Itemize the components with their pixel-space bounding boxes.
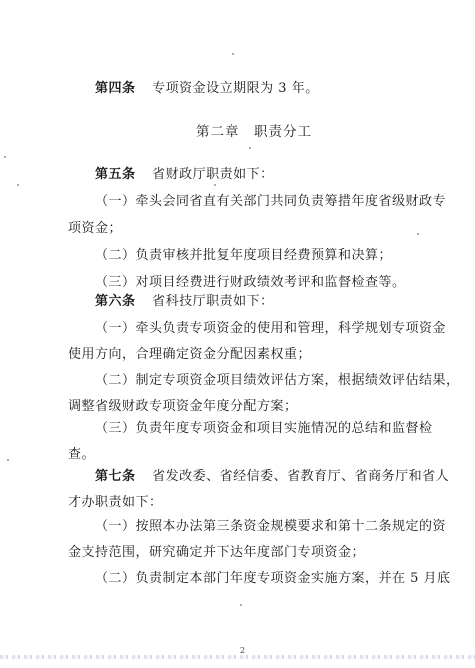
article6-item: （二）制定专项资金项目绩效评估方案，根据绩效评估结果， [95,373,460,388]
article7-head: 第七条 [95,469,136,484]
article4-head: 第四条 [95,81,136,96]
article6-intro: 省科技厅职责如下： [152,294,274,309]
article6-line [95,294,274,310]
article7-intro: 省发改委、省经信委、省教育厅、省商务厅和省人 [152,469,450,484]
article6-item: （一）牵头负责专项资金的使用和管理，科学规划专项资金 [95,321,447,336]
article7-line [95,469,449,485]
article5-line [95,167,274,183]
scan-speck [417,233,419,235]
article6-head: 第六条 [95,294,136,309]
article6-item: （三）负责年度专项资金和项目实施情况的总结和监督检 [95,421,433,436]
scan-speck [214,184,216,186]
scan-speck [232,53,234,55]
article5-item: （一）牵头会同省直有关部门共同负责筹措年度省级财政专 [95,194,447,209]
article5-intro: 省财政厅职责如下： [152,167,274,182]
scan-speck [7,459,9,461]
article5-item: 项资金； [68,221,123,236]
article6-item: 调整省级财政专项资金年度分配方案； [68,399,298,414]
article5-item: （三）对项目经费进行财政绩效考评和监督检查等。 [95,275,406,290]
scan-speck [249,147,251,149]
scan-speck [17,184,19,186]
article5-head: 第五条 [95,167,136,182]
article7-item: （一）按照本办法第三条资金规模要求和第十二条规定的资 [95,519,447,534]
scan-edge-artifact [0,655,475,659]
article7-item: 金支持范围，研究确定并下达年度部门专项资金； [68,545,366,560]
article7-intro-cont: 才办职责如下： [68,495,163,510]
article6-item: 查。 [68,447,96,462]
article6-item: 使用方向，合理确定资金分配因素权重； [68,347,312,362]
scan-speck [4,156,6,158]
article4-line [95,81,319,97]
article7-item: （二）负责制定本部门年度专项资金实施方案，并在 5 月底 [95,571,451,586]
article4-text: 专项资金设立期限为 3 年。 [152,81,319,96]
chapter-title: 第二章 职责分工 [196,124,312,140]
article5-item: （二）负责审核并批复年度项目经费预算和决算； [95,248,393,263]
scan-speck [240,604,242,606]
page-number: 2 [240,646,246,655]
